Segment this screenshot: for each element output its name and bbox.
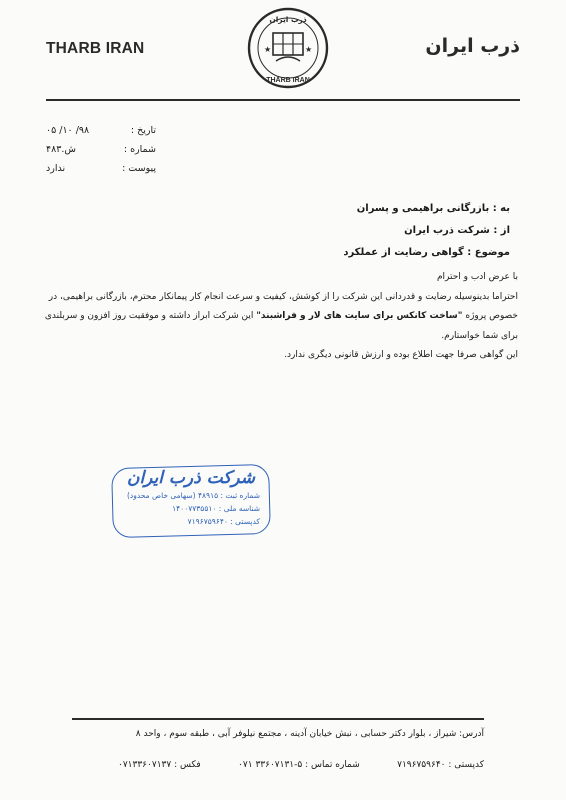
attachment-row <box>46 159 156 178</box>
footer-contact <box>118 760 484 770</box>
body-line-4: این گواهی صرفا جهت اطلاع بوده و ارزش قانونی دیگری ندارد. <box>284 350 518 360</box>
stamp-postal-code: کدپستی : ۷۱۹۶۷۵۹۶۴۰ <box>187 517 260 526</box>
stamp-title: شرکت ذرب ایران <box>126 468 256 488</box>
header-divider <box>46 99 520 101</box>
body-line-2-post: این شرکت ابراز داشته و موفقیت روز افزون و سربلندی <box>44 311 254 321</box>
seal-text-top: ذرب ایران <box>269 15 307 24</box>
footer-address: آدرس: شیراز ، بلوار دکتر حسابی ، نبش خیابان آدینه ، مجتمع نیلوفر آبی ، طبقه سوم ، واحد ۸ <box>135 729 484 739</box>
recipient-line: به : بازرگانی براهیمی و پسران <box>356 203 510 214</box>
stamp-registration: شماره ثبت : ۴۸۹۱۵ (سهامی خاص محدود) <box>126 491 260 500</box>
company-name-en: THARB IRAN <box>46 40 145 57</box>
company-stamp <box>112 466 270 536</box>
letter-body <box>42 268 518 366</box>
number-row <box>46 140 156 159</box>
date-row <box>46 121 156 140</box>
footer-divider <box>72 718 484 720</box>
footer-phone: شماره تماس : ۵-۳۳۶۰۷۱۳۱ ۰۷۱ <box>238 760 360 770</box>
company-seal-logo <box>246 6 330 90</box>
date-value: ۹۸/ ۱۰/ ۰۵ <box>46 125 90 136</box>
body-line-2 <box>42 307 518 327</box>
number-value: ش.۴۸۳ <box>46 144 76 155</box>
svg-text:★: ★ <box>264 45 272 54</box>
svg-text:★: ★ <box>305 45 313 54</box>
number-label: شماره : <box>123 144 156 155</box>
body-line-1: احتراما بدینوسیله رضایت و قدردانی این شرکت را از کوشش، کیفیت و سرعت انجام کار پیمانکار محترم، بازرگانی براهیمی، در <box>48 291 518 302</box>
project-title: "ساخت کانکس برای سایت های لار و فراشبند" <box>256 311 463 321</box>
attachment-label: پیوست : <box>122 163 156 174</box>
date-label: تاریخ : <box>130 125 156 136</box>
footer-postal-code: کدپستی : ۷۱۹۶۷۵۹۶۴۰ <box>397 760 484 770</box>
body-line-2-pre: خصوص پروژه <box>465 311 518 321</box>
stamp-national-id: شناسه ملی : ۱۴۰۰۷۷۳۵۵۱۰ <box>172 504 260 513</box>
sender-line: از : شرکت ذرب ایران <box>404 225 510 236</box>
attachment-value: ندارد <box>46 163 66 174</box>
letter-meta <box>46 121 156 178</box>
address-block <box>270 198 510 264</box>
seal-text-bottom: THARB IRAN <box>266 77 310 84</box>
greeting: با عرض ادب و احترام <box>436 272 518 282</box>
subject-line: موضوع : گواهی رضایت از عملکرد <box>343 247 510 258</box>
footer-fax: فکس : ۰۷۱۳۳۶۰۷۱۳۷ <box>118 760 201 770</box>
body-line-3: برای شما خواستارم. <box>441 330 518 341</box>
company-name-fa: ذرب ایران <box>425 35 520 57</box>
